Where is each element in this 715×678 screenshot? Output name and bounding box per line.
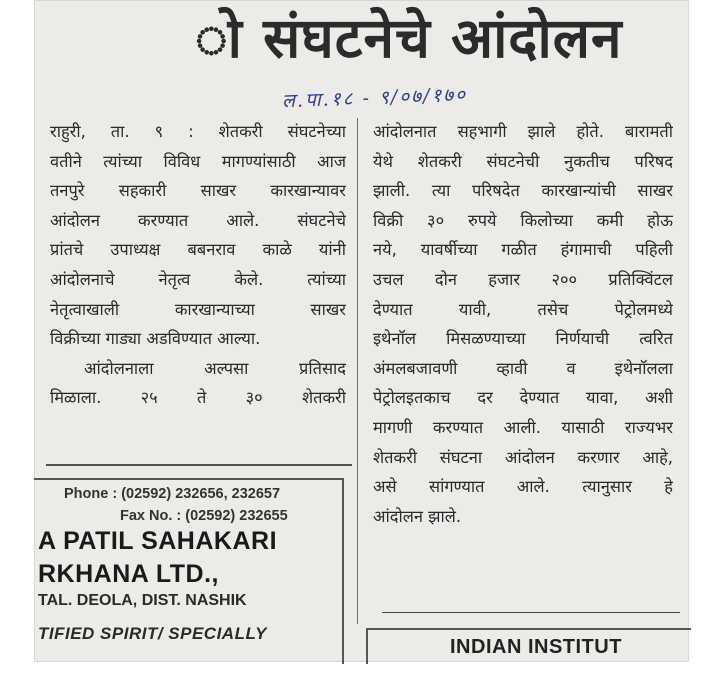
article-column-right [373, 117, 673, 531]
article-line: तनपुरे सहकारी साखर कारखान्यावर [50, 181, 346, 201]
ad-address: TAL. DEOLA, DIST. NASHIK [38, 592, 247, 609]
right-advertisement-text: INDIAN INSTITUT [450, 636, 622, 658]
article-line: मागणी करण्यात आली. यासाठी राज्यभर [373, 417, 673, 437]
article-end-rule [46, 464, 352, 466]
article-line: आंदोलनाचे नेतृत्व केले. त्यांच्या [50, 269, 346, 289]
article-line: नेतृत्वाखाली कारखान्याच्या साखर [50, 299, 346, 319]
article-line: इथेनॉल मिसळण्याच्या निर्णयाची त्वरित [373, 329, 673, 349]
ad-company-name-line2: RKHANA LTD., [38, 560, 219, 588]
handwritten-date-annotation: ल.पा.१८ - ९/०७/१७० [281, 83, 468, 113]
article-headline: ो संघटनेचे आंदोलन [195, 6, 623, 70]
article-line: मिळाला. २५ ते ३० शेतकरी [50, 388, 346, 408]
article-line: नये, यावर्षीच्या गळीत हंगामाची पहिली [373, 240, 673, 260]
article-line: शेतकरी संघटना आंदोलन करणार आहे, [373, 447, 673, 467]
ad-fax: Fax No. : (02592) 232655 [120, 508, 288, 524]
ad-phone: Phone : (02592) 232656, 232657 [64, 486, 281, 502]
article-line: येथे शेतकरी संघटनेची नुकतीच परिषद [373, 151, 673, 171]
article-line: उचल दोन हजार २०० प्रतिक्विंटल [373, 269, 673, 289]
article-line: आंदोलन झाले. [373, 506, 462, 526]
right-column-end-rule [382, 612, 680, 613]
column-divider [357, 118, 358, 624]
article-line: आंदोलनात सहभागी झाले होते. बारामती [373, 122, 673, 141]
article-line: राहुरी, ता. ९ : शेतकरी संघटनेच्या [50, 122, 346, 141]
ad-company-name-line1: A PATIL SAHAKARI [38, 527, 278, 555]
article-line: अंमलबजावणी व्हावी व इथेनॉलला [373, 358, 673, 378]
article-line: वतीने त्यांच्या विविध मागण्यांसाठी आज [50, 151, 346, 171]
article-line: आंदोलन करण्यात आले. संघटनेचे [50, 210, 346, 230]
article-line: असे सांगण्यात आले. त्यानुसार हे [373, 477, 673, 497]
ad-product-line: TIFIED SPIRIT/ SPECIALLY [38, 624, 267, 643]
article-line: प्रांतचे उपाध्यक्ष बबनराव काळे यांनी [50, 240, 346, 260]
article-line: झाली. त्या परिषदेत कारखान्यांची साखर [373, 181, 673, 201]
article-line: पेट्रोलइतकाच दर देण्यात यावा, अशी [373, 388, 673, 408]
article-line: आंदोलनाला अल्पसा प्रतिसाद [84, 358, 346, 378]
article-line: विक्री ३० रुपये किलोच्या कमी होऊ [373, 210, 673, 230]
article-column-left [50, 117, 346, 413]
article-line: देण्यात यावी, तसेच पेट्रोलमध्ये [373, 299, 673, 319]
article-line: विक्रीच्या गाड्या अडविण्यात आल्या. [50, 329, 261, 349]
